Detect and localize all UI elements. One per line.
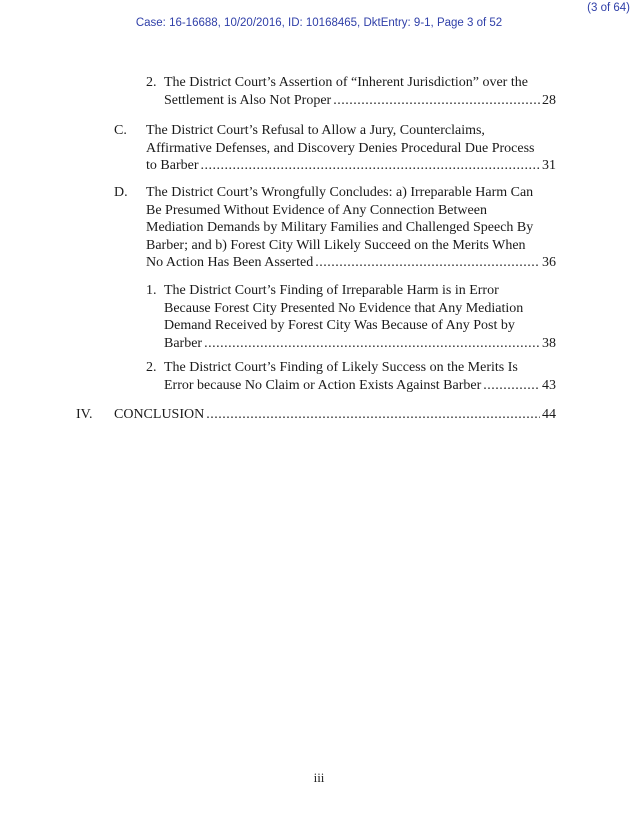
toc-page-number: 43 (542, 377, 556, 393)
toc-entry-line: The District Court’s Wrongfully Concludes: a) Irreparable Harm Can (146, 185, 534, 200)
toc-entry-number: 1. (146, 283, 157, 298)
toc-entry-line: Settlement is Also Not Proper (164, 92, 332, 108)
toc-entry-number: 2. (146, 75, 157, 90)
toc-entry-line: No Action Has Been Asserted (146, 255, 314, 271)
dot-leader (315, 254, 540, 272)
toc-entry-number: IV. (76, 407, 93, 422)
page-count-label: (3 of 64) (587, 2, 630, 14)
toc-page-number: 28 (542, 92, 556, 108)
dot-leader (206, 406, 540, 424)
toc-entry-line: Barber (164, 335, 203, 351)
toc-entry-number: C. (114, 123, 127, 138)
toc-page-number: 36 (542, 255, 556, 271)
case-header: Case: 16-16688, 10/20/2016, ID: 10168465, DktEntry: 9-1, Page 3 of 52 (135, 17, 503, 29)
toc-page-number: 44 (542, 407, 556, 422)
toc-entry-line: The District Court’s Finding of Irreparable Harm is in Error (164, 283, 499, 298)
page-number: iii (313, 770, 325, 785)
toc-entry-line: Error because No Claim or Action Exists Against Barber (164, 377, 482, 393)
toc-entry-line: The District Court’s Finding of Likely Success on the Merits Is (164, 360, 518, 375)
toc-entry-number: D. (114, 185, 128, 200)
dot-leader (204, 335, 540, 353)
toc-entry-line: Because Forest City Presented No Evidence that Any Mediation (164, 300, 524, 316)
toc-entry-line: The District Court’s Refusal to Allow a Jury, Counterclaims, (146, 123, 485, 138)
toc-entry-line: CONCLUSION (114, 407, 205, 422)
toc-entry-line: Affirmative Defenses, and Discovery Denies Procedural Due Process (146, 140, 535, 156)
toc-page-number: 31 (542, 158, 556, 174)
dot-leader (333, 92, 540, 110)
toc-entry-line: Demand Received by Forest City Was Because of Any Post by (164, 318, 515, 334)
toc-entry-number: 2. (146, 360, 157, 375)
toc-entry-line: The District Court’s Assertion of “Inherent Jurisdiction” over the (164, 75, 528, 90)
toc-entry-line: Be Presumed Without Evidence of Any Connection Between (146, 202, 487, 218)
toc-page-number: 38 (542, 335, 556, 351)
dot-leader (200, 157, 540, 175)
toc-entry-line: to Barber (146, 158, 199, 174)
dot-leader (483, 377, 540, 395)
toc-entry-line: Mediation Demands by Military Families and Challenged Speech By (146, 220, 534, 236)
toc-entry-line: Barber; and b) Forest City Will Likely Succeed on the Merits When (146, 237, 526, 253)
